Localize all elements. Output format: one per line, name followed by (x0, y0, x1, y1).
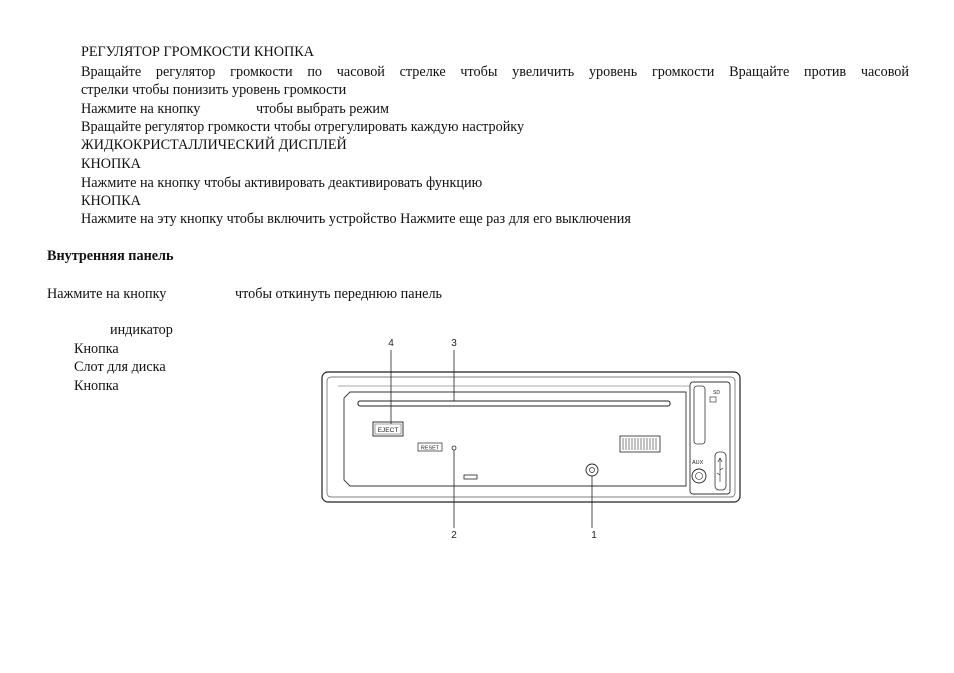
disc-slot[interactable] (358, 401, 670, 406)
callout-1: 1 (591, 530, 597, 541)
lcd-heading: ЖИДКОКРИСТАЛЛИЧЕСКИЙ ДИСПЛЕЙ (81, 137, 347, 153)
usb-icon (717, 458, 723, 482)
legend-button: Кнопка (74, 341, 119, 357)
adjust-settings-text: Вращайте регулятор громкости чтобы отрегулировать каждую настройку (81, 119, 525, 135)
chassis-outline (322, 372, 740, 502)
volume-knob-heading: РЕГУЛЯТОР ГРОМКОСТИ КНОПКА (81, 44, 314, 60)
volume-desc-line1: Вращайте регулятор громкости по часовой стрелке чтобы увеличить уровень громкости Вращайте против часовой (81, 64, 909, 80)
callout-3: 3 (451, 338, 457, 349)
legend-button-2: Кнопка (74, 378, 119, 394)
power-text: Нажмите на эту кнопку чтобы включить устройство Нажмите еще раз для его выключения (81, 211, 631, 227)
mode-press-text: Нажмите на кнопку (81, 101, 201, 117)
reset-label: RESET (420, 445, 440, 452)
mode-press-rest: чтобы выбрать режим (256, 101, 389, 117)
callout-2: 2 (451, 530, 457, 541)
small-slot (464, 475, 477, 479)
indicator-led (452, 446, 456, 450)
chassis-inner-outline (327, 377, 735, 497)
inner-panel-diagram (318, 334, 758, 544)
sd-icon (710, 397, 716, 402)
function-toggle-text: Нажмите на кнопку чтобы активировать деактивировать функцию (81, 175, 483, 191)
volume-desc-line2: стрелки чтобы понизить уровень громкости (81, 82, 347, 98)
connector-grille (620, 436, 660, 452)
inner-panel-heading: Внутренняя панель (47, 248, 174, 264)
inner-panel-press-rest: чтобы откинуть переднюю панель (235, 286, 443, 302)
round-button[interactable] (586, 464, 598, 476)
aux-label: AUX (692, 460, 704, 466)
legend-indicator: индикатор (110, 322, 173, 338)
eject-label: EJECT (377, 427, 399, 434)
usb-port[interactable] (715, 452, 726, 490)
inner-panel-press-text: Нажмите на кнопку (47, 286, 167, 302)
sd-label: SD (713, 390, 720, 396)
callout-4: 4 (388, 338, 394, 349)
sd-card-slot[interactable] (694, 386, 705, 444)
button-heading-1: КНОПКА (81, 156, 141, 172)
legend-disc-slot: Слот для диска (74, 359, 166, 375)
button-heading-2: КНОПКА (81, 193, 141, 209)
aux-jack[interactable] (692, 469, 706, 483)
